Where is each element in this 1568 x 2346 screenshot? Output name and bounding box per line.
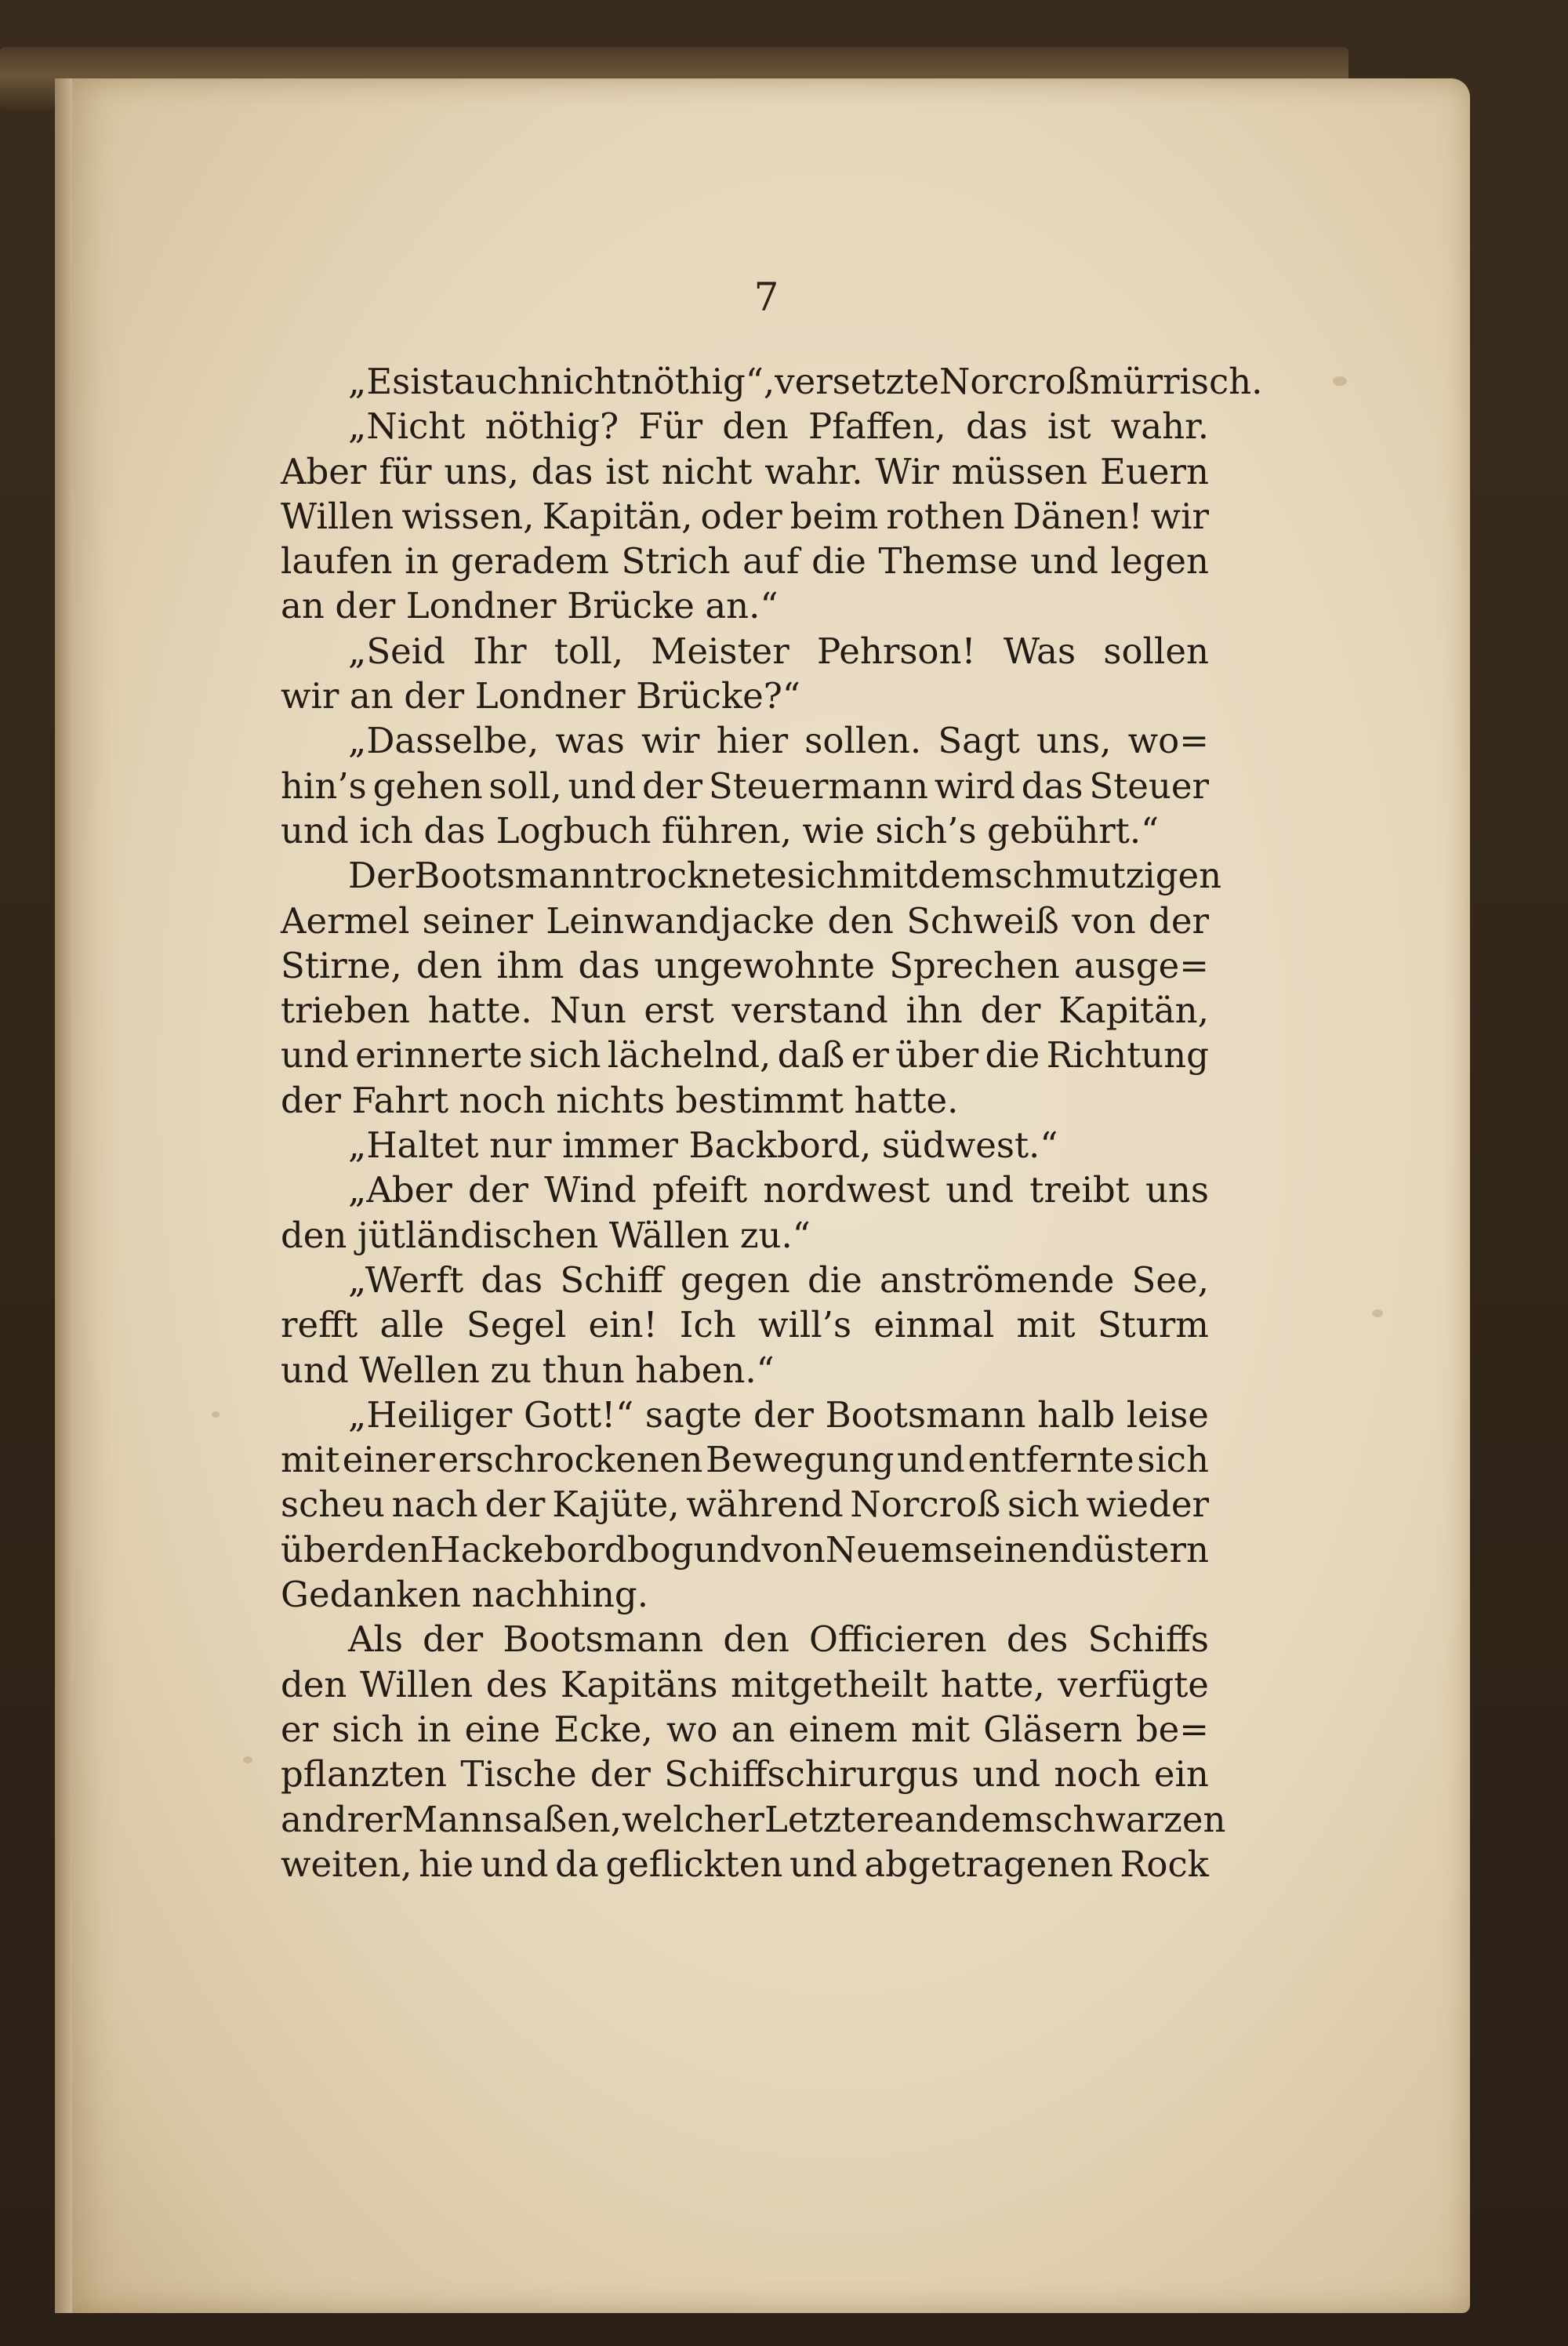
text-line: trieben hatte. Nun erst verstand ihn der Kapitän, [281, 990, 1209, 1032]
text-line: Stirne, den ihm das ungewohnte Sprechen ausge= [281, 944, 1209, 986]
text-line: hin’s gehen soll, und der Steuermann wird das Steuer [281, 764, 1209, 807]
text-line: wir an der Londner Brücke?“ [281, 675, 800, 717]
text-line: pflanzten Tische der Schiffschirurgus und noch ein [281, 1753, 1209, 1796]
text-line: scheu nach der Kajüte, während Norcroß sich wieder [281, 1484, 1209, 1526]
text-line: „Dasselbe, was wir hier sollen. Sagt uns, wo= [348, 720, 1209, 762]
text-line: „Seid Ihr toll, Meister Pehrson! Was sollen [348, 630, 1209, 672]
text-line: „Werft das Schiff gegen die anströmende See, [348, 1258, 1209, 1301]
text-line: Der Bootsmann trocknete sich mit dem schmutzigen [348, 855, 1222, 897]
text-line: mit einer erschrockenen Bewegung und entfernte sich [281, 1439, 1209, 1481]
page-gutter [55, 78, 72, 2313]
text-line: über den Hackebord bog und von Neuem seinen düstern [281, 1528, 1209, 1571]
text-line: „Nicht nöthig? Für den Pfaffen, das ist wahr. [348, 405, 1209, 448]
foxing-spot [1333, 376, 1347, 386]
body-text [281, 359, 1263, 1887]
text-line: der Fahrt noch nichts bestimmt hatte. [281, 1079, 959, 1121]
text-line: den Willen des Kapitäns mitgetheilt hatte, verfügte [281, 1663, 1209, 1705]
text-line: andrer Mann saßen, welcher Letztere an dem schwarzen [281, 1798, 1226, 1840]
text-line: „Haltet nur immer Backbord, südwest.“ [348, 1124, 1058, 1167]
text-line: er sich in eine Ecke, wo an einem mit Gläsern be= [281, 1708, 1209, 1750]
text-line: „Heiliger Gott!“ sagte der Bootsmann halb leise [348, 1393, 1209, 1436]
text-line: und erinnerte sich lächelnd, daß er über die Richtung [281, 1034, 1209, 1077]
page-number: 7 [753, 274, 779, 320]
text-line: Willen wissen, Kapitän, oder beim rothen Dänen! wir [281, 495, 1209, 537]
foxing-spot [1372, 1309, 1383, 1317]
text-line: Aermel seiner Leinwandjacke den Schweiß von der [281, 899, 1209, 942]
text-line: laufen in geradem Strich auf die Themse und legen [281, 540, 1209, 583]
text-line: Als der Bootsmann den Officieren des Schiffs [348, 1618, 1209, 1661]
text-line: den jütländischen Wällen zu.“ [281, 1214, 811, 1256]
foxing-spot [212, 1411, 220, 1418]
text-line: Aber für uns, das ist nicht wahr. Wir müssen Euern [281, 450, 1209, 492]
text-line: und ich das Logbuch führen, wie sich’s gebührt.“ [281, 809, 1160, 852]
text-line: und Wellen zu thun haben.“ [281, 1349, 775, 1391]
text-line: „Es ist auch nicht nöthig“, versetzte Norcroß mürrisch. [348, 361, 1263, 402]
text-line: Gedanken nachhing. [281, 1574, 649, 1616]
text-line: an der Londner Brücke an.“ [281, 585, 779, 627]
foxing-spot [243, 1756, 252, 1763]
text-line: weiten, hie und da geflickten und abgetragenen Rock [281, 1843, 1209, 1885]
text-line: „Aber der Wind pfeift nordwest und treibt uns [348, 1169, 1209, 1211]
text-line: refft alle Segel ein! Ich will’s einmal mit Sturm [281, 1304, 1209, 1346]
